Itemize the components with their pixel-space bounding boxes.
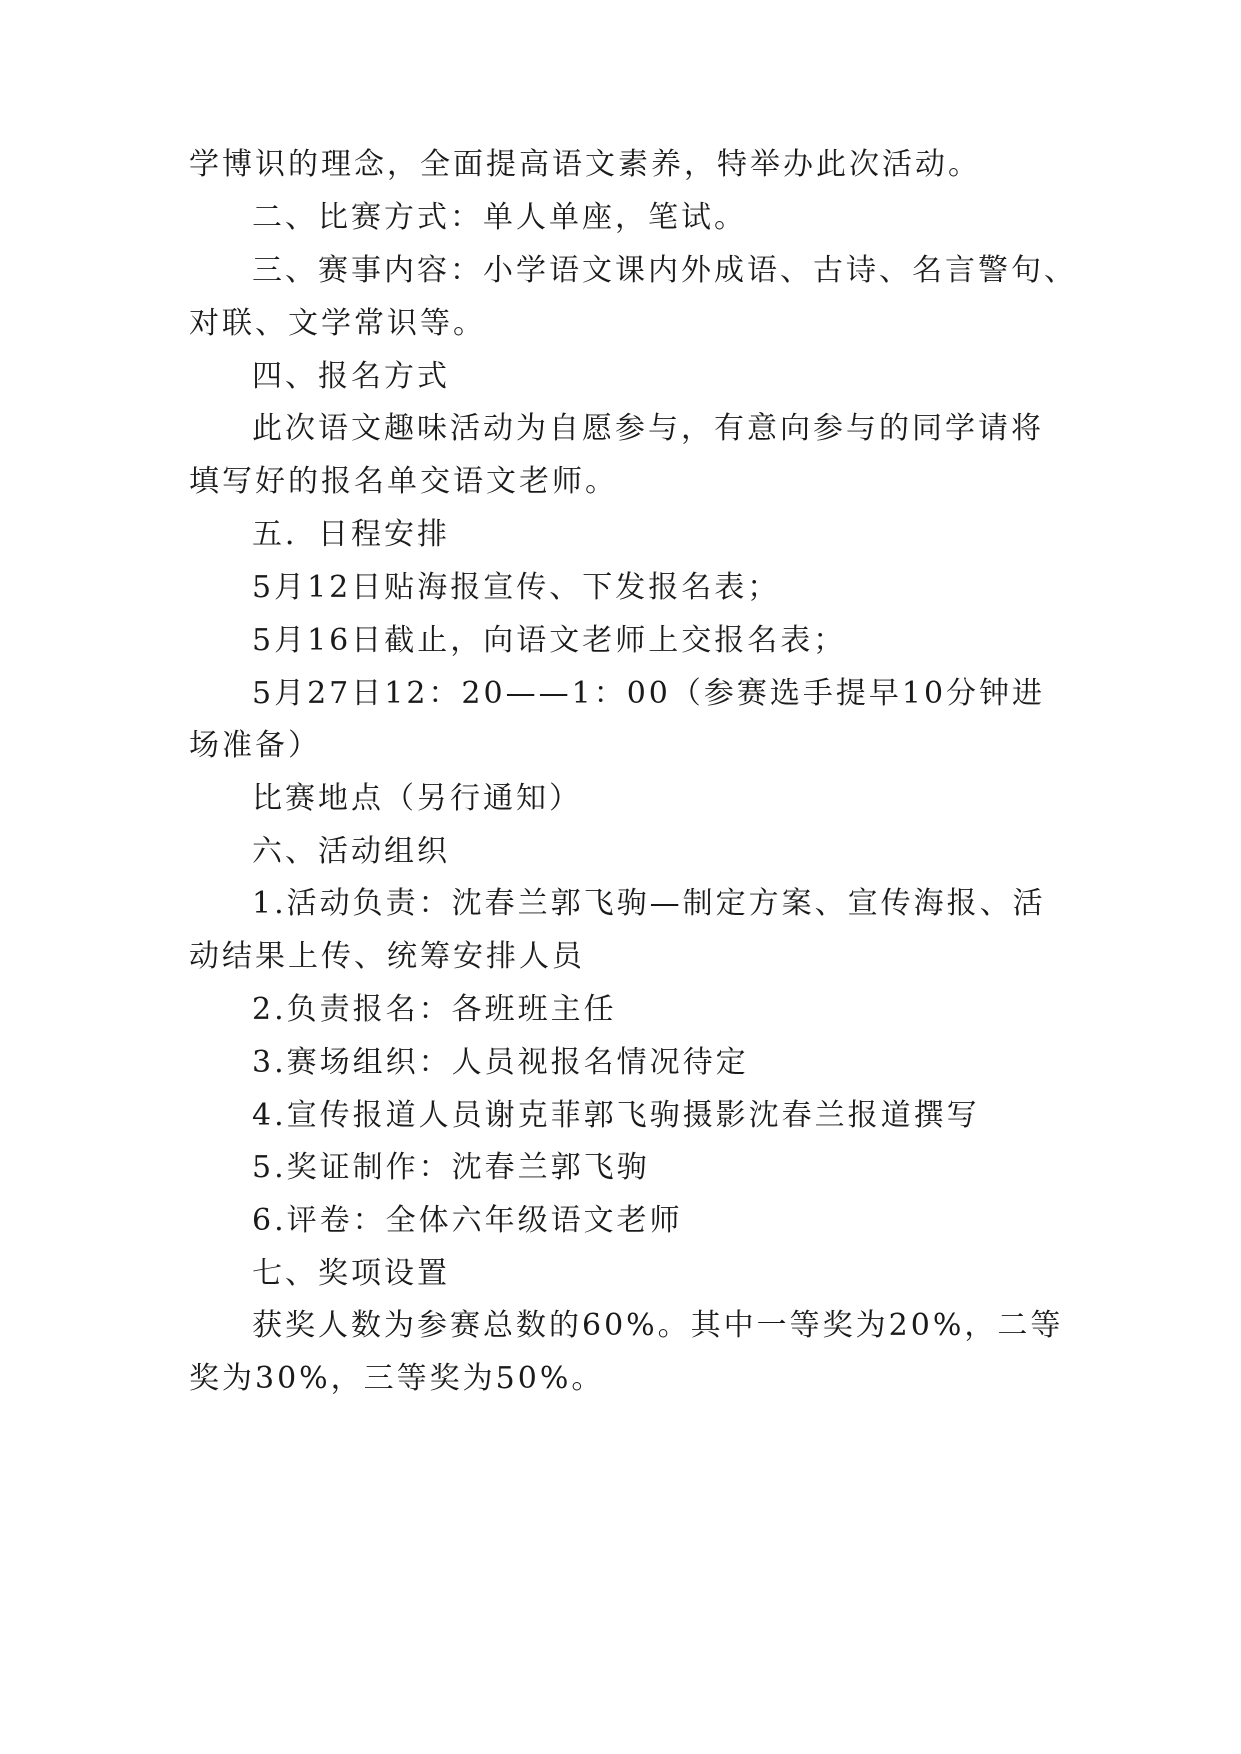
paragraph-line: 对联、文学常识等。 bbox=[189, 306, 486, 341]
paragraph-line: 此次语文趣味活动为自愿参与，有意向参与的同学请将 bbox=[252, 411, 1044, 446]
paragraph-line: 比赛地点（另行通知） bbox=[252, 781, 582, 816]
section-heading: 二、比赛方式：单人单座，笔试。 bbox=[252, 200, 747, 235]
organization-item: 6.评卷：全体六年级语文老师 bbox=[252, 1203, 683, 1238]
section-heading: 三、赛事内容：小学语文课内外成语、古诗、名言警句、 bbox=[252, 253, 1077, 288]
organization-item: 4.宣传报道人员谢克菲郭飞驹摄影沈春兰报道撰写 bbox=[252, 1098, 980, 1133]
paragraph-line: 获奖人数为参赛总数的60%。其中一等奖为20%，二等 bbox=[252, 1308, 1064, 1343]
schedule-item: 5月27日12：20——1：00（参赛选手提早10分钟进 bbox=[252, 676, 1046, 711]
organization-item: 2.负责报名：各班班主任 bbox=[252, 992, 617, 1027]
section-heading: 四、报名方式 bbox=[252, 359, 450, 394]
paragraph-line: 场准备） bbox=[189, 728, 321, 763]
paragraph-line: 奖为30%，三等奖为50%。 bbox=[189, 1361, 605, 1396]
paragraph-line: 动结果上传、统筹安排人员 bbox=[189, 939, 585, 974]
paragraph-line: 学博识的理念，全面提高语文素养，特举办此次活动。 bbox=[189, 147, 981, 182]
schedule-item: 5月16日截止，向语文老师上交报名表； bbox=[252, 623, 847, 658]
schedule-item: 5月12日贴海报宣传、下发报名表； bbox=[252, 570, 781, 605]
organization-item: 5.奖证制作：沈春兰郭飞驹 bbox=[252, 1150, 650, 1185]
organization-item: 3.赛场组织：人员视报名情况待定 bbox=[252, 1045, 749, 1080]
section-heading: 五．日程安排 bbox=[252, 517, 450, 552]
organization-item: 1.活动负责：沈春兰郭飞驹—制定方案、宣传海报、活 bbox=[252, 886, 1046, 921]
section-heading: 六、活动组织 bbox=[252, 834, 450, 869]
section-heading: 七、奖项设置 bbox=[252, 1256, 450, 1291]
paragraph-line: 填写好的报名单交语文老师。 bbox=[189, 464, 618, 499]
